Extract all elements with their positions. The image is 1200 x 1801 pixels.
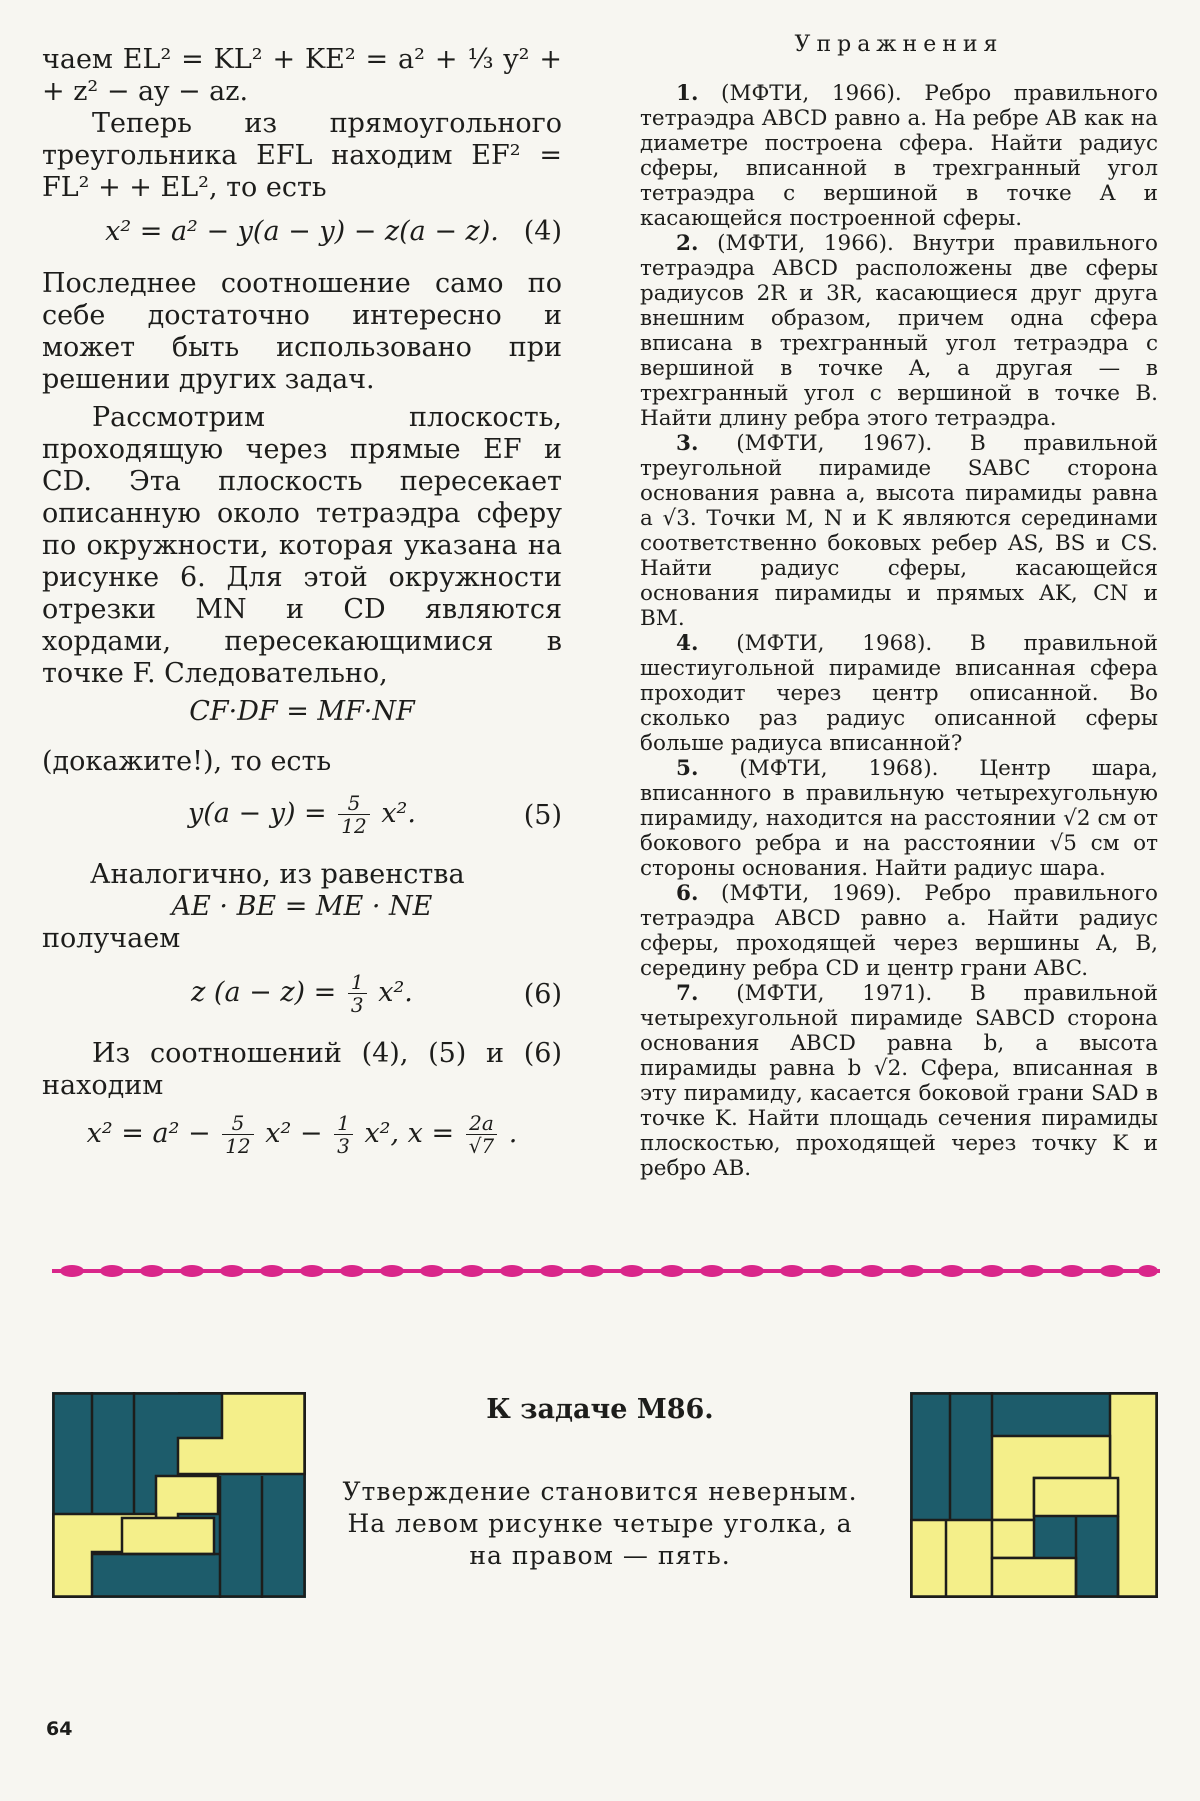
exercise-4: 4. (МФТИ, 1968). В правильной шестиугольной пирамиде вписанная сфера проходит через центр описанной. Во сколько раз радиус описанной сферы больше радиуса вписанной? [640,631,1158,756]
exercise-6: 6. (МФТИ, 1969). Ребро правильного тетраэдра ABCD равно a. Найти радиус сферы, проходящей через вершины A, B, середину ребра CD и центр грани ABC. [640,881,1158,981]
paragraph-5: (докажите!), то есть [42,746,332,777]
equation-6-number: (6) [523,979,562,1010]
paragraph-4: Рассмотрим плоскость, проходящую через прямые EF и CD. Эта плоскость пересекает описанную около тетраэдра сферу по окружности, которая указана на рисунке 6. Для этой окружности отрезки MN и CD являются хордами, пересекающимися в точке F. Следовательно, [42,402,562,689]
equation-ae: AE · BE = ME · NE [171,891,433,922]
paragraph-8: Из соотношений (4), (5) и (6) находим [42,1038,562,1101]
fraction-1-3: $\frac{1}{3}$ [348,971,367,1016]
equation-4-number: (4) [523,216,562,247]
page-number: 64 [46,1718,73,1740]
equation-4: x² = a² − y(a − y) − z(a − z). (4) [105,216,562,247]
caption-text: Утверждение становится неверным. На левом рисунке четыре уголка, а на правом — пять. [342,1477,858,1570]
equation-6: z (a − z) = $\frac{1}{3}$ x². (6) [191,970,562,1017]
puzzle-figure-left [52,1392,306,1598]
paragraph-2: Теперь из прямоугольного треугольника EFL находим EF² = FL² + + EL², то есть [42,108,562,203]
exercise-7: 7. (МФТИ, 1971). В правильной четырехугольной пирамиде SABCD сторона основания ABCD равна b, а высота пирамиды равна b √2. Сфера, вписанная в эту пирамиду, касается боковой грани SAD в точке K. Найти площадь сечения пирамиды плоскостью, проходящей через точку K и ребро AB. [640,981,1158,1181]
equation-5: y(a − y) = $\frac{5}{12}$ x². (5) [188,791,562,838]
equation-chords: CF·DF = MF·NF [189,696,415,727]
paragraph-3: Последнее соотношение само по себе достаточно интересно и может быть использовано при решении других задач. [42,268,562,395]
puzzle-figure-right [910,1392,1158,1598]
ornament-divider [52,1259,1160,1283]
exercise-3: 3. (МФТИ, 1967). В правильной треугольной пирамиде SABC сторона основания равна a, высота пирамиды равна a √3. Точки M, N и K являются серединами соответственно боковых ребер AS, BS и CS. Найти радиус сферы, касающейся основания пирамиды и прямых AK, CN и BM. [640,431,1158,631]
equation-final: x² = a² − $\frac{5}{12}$ x² − $\frac{1}{3}$ x², x = $\frac{2a}{√7}$ . [86,1111,518,1158]
paragraph-1: чаем EL² = KL² + KE² = a² + ⅓ y² + + z² − ay − az. [42,44,562,107]
exercises-heading: Упражнения [794,32,1004,57]
exercise-2: 2. (МФТИ, 1966). Внутри правильного тетраэдра ABCD расположены две сферы радиусов 2R и 3R, касающиеся друг друга внешним образом, причем одна сфера вписана в трехгранный угол тетраэдра с вершиной в точке A, а другая — в трехгранный угол с вершиной в точке B. Найти длину ребра этого тетраэдра. [640,231,1158,431]
fraction-5-12: $\frac{5}{12}$ [338,792,369,837]
equation-5-number: (5) [523,800,562,831]
paragraph-6: Аналогично, из равенства [90,859,465,890]
exercise-1: 1. (МФТИ, 1966). Ребро правильного тетраэдра ABCD равно a. На ребре AB как на диаметре построена сфера. Найти радиус сферы, вписанной в трехгранный угол тетраэдра с вершиной в точке A и касающейся построенной сферы. [640,81,1158,231]
exercise-5: 5. (МФТИ, 1968). Центр шара, вписанного в правильную четырехугольную пирамиду, находится на расстоянии √2 см от бокового ребра и на расстоянии √5 см от стороны основания. Найти радиус шара. [640,756,1158,881]
left-column [42,44,562,1157]
right-column [640,32,1158,1181]
paragraph-7: получаем [42,923,181,954]
caption-title: К задаче М86. [486,1394,714,1425]
